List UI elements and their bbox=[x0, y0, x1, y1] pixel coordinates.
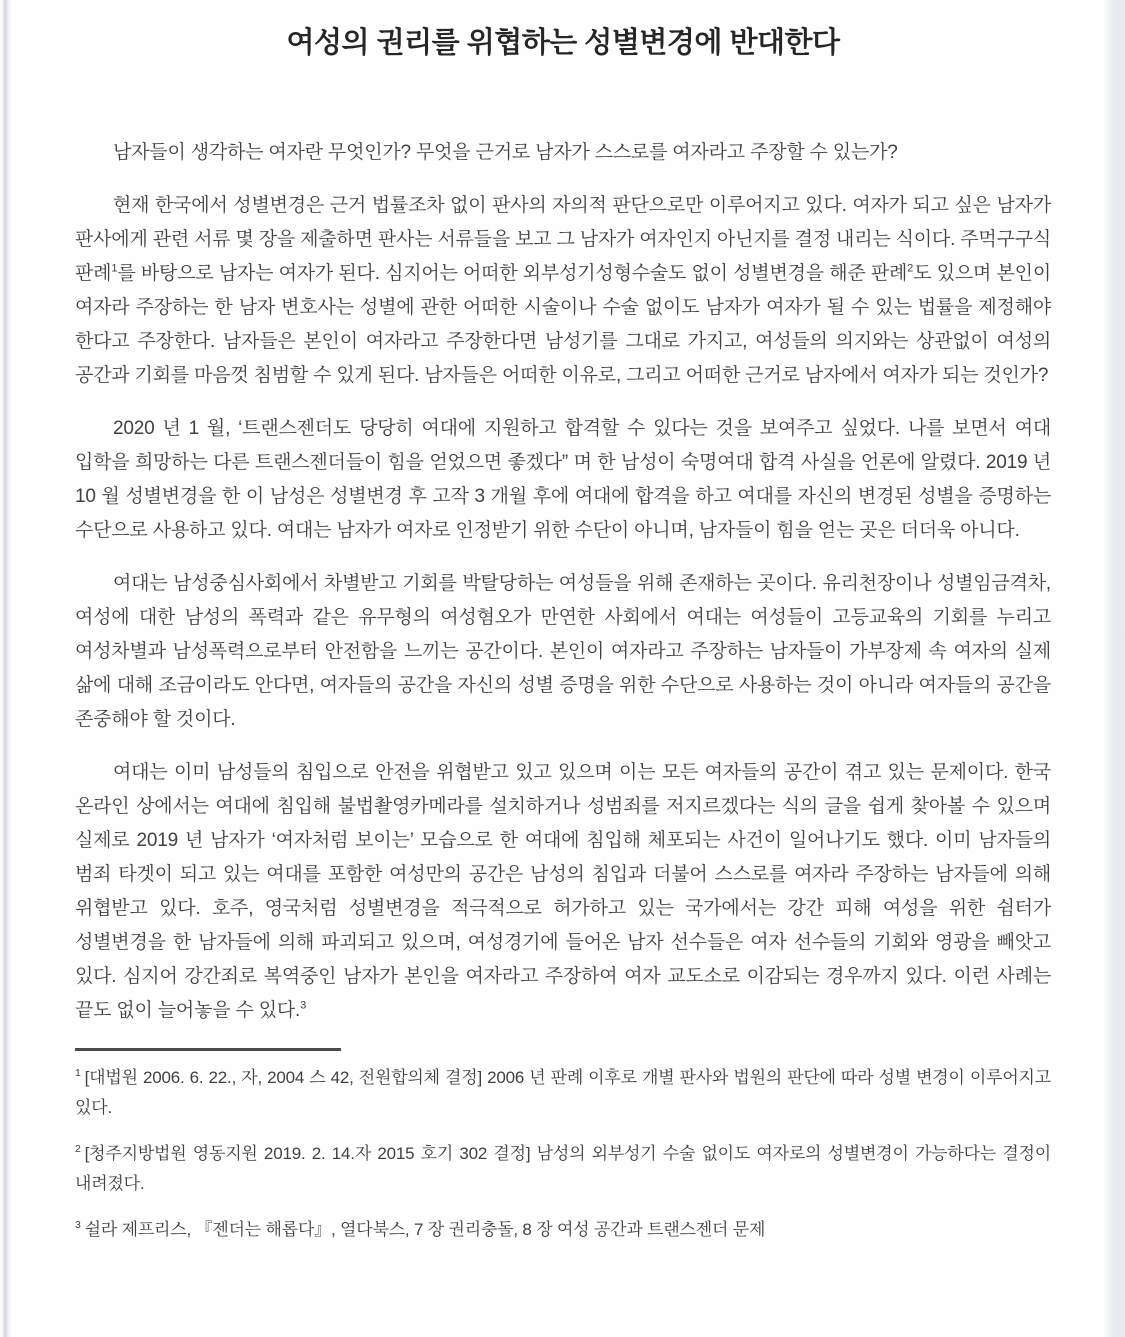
footnote-separator bbox=[75, 1048, 341, 1051]
footnote-area bbox=[75, 1048, 1051, 1245]
footnote-1-number: 1 bbox=[75, 1067, 81, 1080]
footnote-2-number: 2 bbox=[75, 1143, 81, 1156]
footnote-1-text: [대법원 2006. 6. 22., 자, 2004 스 42, 전원합의체 결정] 2006 년 판례 이후로 개별 판사와 법원의 판단에 따라 성별 변경이 이루어지고 있다. bbox=[75, 1068, 1051, 1117]
body-paragraph-4: 여대는 남성중심사회에서 차별받고 기회를 박탈당하는 여성들을 위해 존재하는 곳이다. 유리천장이나 성별임금격차, 여성에 대한 남성의 폭력과 같은 유무형의 여성혐오가 만연한 사회에서 여대는 여성들이 고등교육의 기회를 누리고 여성차별과 남성폭력으로부터 안전함을 느끼는 공간이다. 본인이 여자라고 주장하는 남자들이 가부장제 속 여자의 실제 삶에 대해 조금이라도 안다면, 여자들의 공간을 자신의 성별 증명을 위한 수단으로 사용하는 것이 아니라 여자들의 공간을 존중해야 할 것이다. bbox=[75, 573, 1051, 730]
page-left-edge bbox=[0, 0, 12, 1337]
body-paragraph-1: 남자들이 생각하는 여자란 무엇인가? 무엇을 근거로 남자가 스스로를 여자라고 주장할 수 있는가? bbox=[113, 142, 898, 163]
footnote-reference: 3 bbox=[300, 999, 307, 1012]
footnote-3-text: 쉴라 제프리스, 『젠더는 해롭다』, 열다북스, 7 장 권리충돌, 8 장 여성 공간과 트랜스젠더 문제 bbox=[84, 1220, 766, 1239]
document-title: 여성의 권리를 위협하는 성별변경에 반대한다 bbox=[286, 27, 840, 59]
footnote-2 bbox=[75, 1139, 1051, 1199]
body-paragraph-5: 여대는 이미 남성들의 침입으로 안전을 위협받고 있고 있으며 이는 모든 여자들의 공간이 겪고 있는 문제이다. 한국 온라인 상에서는 여대에 침입해 불법촬영카메라를 설치하거나 성범죄를 저지르겠다는 식의 글을 쉽게 찾아볼 수 있으며 실제로 2019 년 남자가 ‘여자처럼 보이는’ 모습으로 한 여대에 침입해 체포되는 사건이 일어나기도 했다. 이미 남자들의 범죄 타겟이 되고 있는 여대를 포함한 여성만의 공간은 남성의 침입과 더불어 스스로를 여자라 주장하는 남자들에 의해 위협받고 있다. 호주, 영국처럼 성별변경을 적극적으로 허가하고 있는 국가에서는 강간 피해 여성을 위한 쉼터가 성별변경을 한 남자들에 의해 파괴되고 있으며, 여성경기에 들어온 남자 선수들은 여자 선수들의 기회와 영광을 빼앗고 있다. 심지어 강간죄로 복역중인 남자가 본인을 여자라고 주장하여 여자 교도소로 이감되는 경우까지 있다. 이런 사례는 끝도 없이 늘어놓을 수 있다.$^3$ bbox=[75, 762, 1051, 1021]
body-paragraph-3: 2020 년 1 월, ‘트랜스젠더도 당당히 여대에 지원하고 합격할 수 있다는 것을 보여주고 싶었다. 나를 보면서 여대 입학을 희망하는 다른 트랜스젠더들이 힘을 얻었으면 좋겠다” 며 한 남성이 숙명여대 합격 사실을 언론에 알렸다. 2019 년 10 월 성별변경을 한 이 남성은 성별변경 후 고작 3 개월 후에 여대에 합격을 하고 여대를 자신의 변경된 성별을 증명하는 수단으로 사용하고 있다. 여대는 남자가 여자로 인정받기 위한 수단이 아니며, 남자들이 힘을 얻는 곳은 더더욱 아니다. bbox=[75, 418, 1051, 541]
footnote-2-text: [청주지방법원 영동지원 2019. 2. 14.자 2015 호기 302 결정] 남성의 외부성기 수술 없이도 여자로의 성별변경이 가능하다는 결정이 내려졌다. bbox=[75, 1144, 1051, 1193]
footnote-3 bbox=[75, 1215, 1051, 1245]
footnote-1 bbox=[75, 1063, 1051, 1123]
page-right-edge bbox=[1103, 0, 1125, 1337]
document-page bbox=[12, 0, 1103, 1337]
footnote-reference: 2 bbox=[907, 262, 914, 275]
body-paragraph-2: 현재 한국에서 성별변경은 근거 법률조차 없이 판사의 자의적 판단으로만 이루어지고 있다. 여자가 되고 싶은 남자가 판사에게 관련 서류 몇 장을 제출하면 판사는 서류들을 보고 그 남자가 여자인지 아닌지를 결정 내리는 식이다. 주먹구구식 판례$^1$를 바탕으로 남자는 여자가 된다. 심지어는 어떠한 외부성기성형수술도 없이 성별변경을 해준 판례$^2$도 있으며 본인이 여자라 주장하는 한 남자 변호사는 성별에 관한 어떠한 시술이나 수술 없이도 남자가 여자가 될 수 있는 법률을 제정해야 한다고 주장한다. 남자들은 본인이 여자라고 주장한다면 남성기를 그대로 가지고, 여성들의 의지와는 상관없이 여성의 공간과 기회를 마음껏 침범할 수 있게 된다. 남자들은 어떠한 이유로, 그리고 어떠한 근거로 남자에서 여자가 되는 것인가? bbox=[75, 195, 1051, 386]
footnote-3-number: 3 bbox=[75, 1219, 81, 1232]
footnote-reference: 1 bbox=[111, 262, 118, 275]
document-body bbox=[75, 136, 1051, 1028]
